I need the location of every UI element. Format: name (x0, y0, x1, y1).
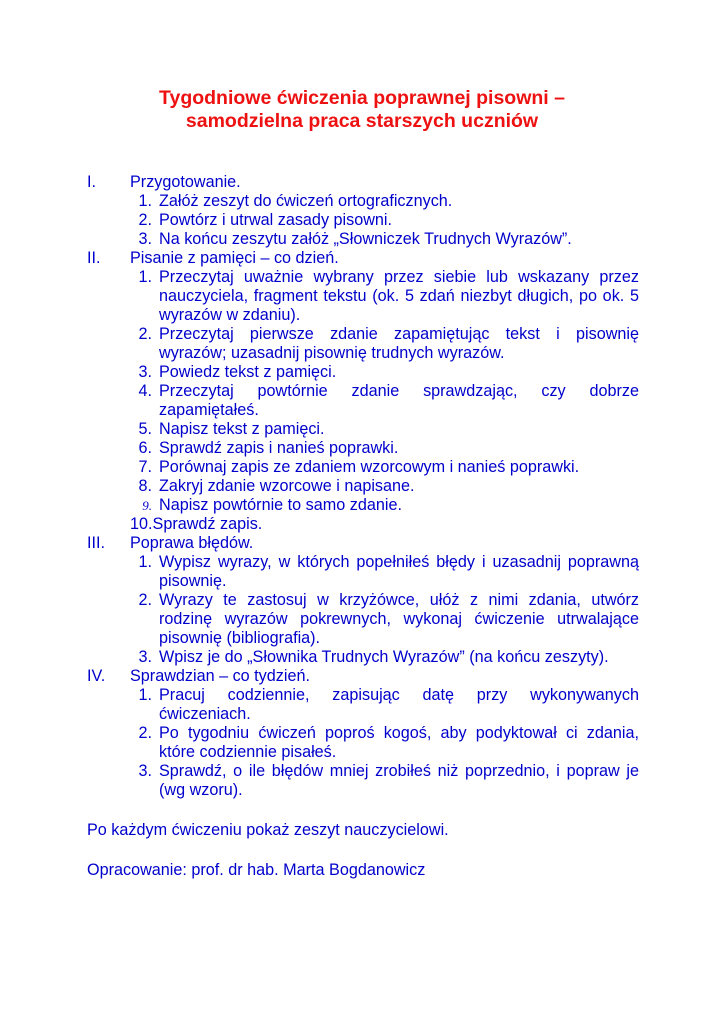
list-item (130, 648, 639, 667)
item-text: Powiedz tekst z pamięci. (159, 363, 337, 381)
list-item (130, 686, 639, 724)
section-3 (87, 534, 639, 667)
list-item (130, 268, 639, 325)
item-number: 3. (138, 363, 152, 381)
section-items (130, 268, 639, 534)
list-item (130, 420, 639, 439)
section-body (130, 173, 639, 249)
list-item (130, 325, 639, 363)
list-item (130, 724, 639, 762)
item-text: Wpisz je do „Słownika Trudnych Wyrazów” (na końcu zeszyty). (159, 648, 609, 666)
item-text: Powtórz i utrwal zasady pisowni. (159, 211, 393, 229)
list-item (130, 553, 639, 591)
item-text: Wyrazy te zastosuj w krzyżówce, ułóż z nimi zdania, utwórz rodzinę wyrazów pokrewnych, wykonaj ćwiczenie utrwalające pisownię (bibliografia). (159, 591, 639, 647)
author-credit: Opracowanie: prof. dr hab. Marta Bogdanowicz (87, 861, 426, 879)
item-text: Sprawdź zapis i nanieś poprawki. (159, 439, 399, 457)
item-number: 9. (142, 498, 152, 513)
item-number: 3. (138, 648, 152, 666)
teacher-note: Po każdym ćwiczeniu pokaż zeszyt nauczycielowi. (87, 821, 449, 839)
section-items (130, 686, 639, 800)
item-text: Przeczytaj uważnie wybrany przez siebie lub wskazany przez nauczyciela, fragment tekstu (ok. 5 zdań niezbyt długich, po ok. 5 wyrazów w zdaniu). (159, 268, 639, 324)
item-text: Załóż zeszyt do ćwiczeń ortograficznych. (159, 192, 453, 210)
item-text: Pracuj codziennie, zapisując datę przy wykonywanych ćwiczeniach. (159, 686, 639, 723)
list-item (130, 496, 639, 515)
section-heading: Przygotowanie. (130, 173, 241, 191)
item-number: 3. (138, 762, 152, 780)
item-number: 2. (138, 724, 152, 742)
section-numeral: IV. (87, 667, 106, 685)
title-line-2: samodzielna praca starszych uczniów (185, 110, 539, 132)
item-text: Wypisz wyrazy, w których popełniłeś błędy i uzasadnij poprawną pisownię. (159, 553, 639, 590)
item-text: Zakryj zdanie wzorcowe i napisane. (159, 477, 415, 495)
item-text: Sprawdź zapis. (152, 515, 263, 533)
item-text: Przeczytaj powtórnie zdanie sprawdzając, czy dobrze zapamiętałeś. (159, 382, 639, 419)
list-item (130, 762, 639, 800)
item-number: 1. (138, 268, 152, 286)
list-item (130, 515, 639, 534)
section-items (130, 192, 639, 249)
list-item (130, 363, 639, 382)
section-items (130, 553, 639, 667)
item-number: 8. (138, 477, 152, 495)
section-heading: Pisanie z pamięci – co dzień. (130, 249, 339, 267)
list-item (130, 458, 639, 477)
section-body (130, 249, 639, 534)
title-line-1: Tygodniowe ćwiczenia poprawnej pisowni – (159, 87, 565, 109)
item-number: 2. (138, 325, 152, 343)
item-text: Przeczytaj pierwsze zdanie zapamiętując tekst i pisownię wyrazów; uzasadnij pisownię trudnych wyrazów. (159, 325, 639, 362)
section-numeral: I. (87, 173, 96, 191)
item-text: Na końcu zeszytu załóż „Słowniczek Trudnych Wyrazów”. (159, 230, 572, 248)
item-number: 4. (138, 382, 152, 400)
section-body (130, 667, 639, 800)
section-numeral: II. (87, 249, 101, 267)
section-4 (87, 667, 639, 800)
item-number: 2. (138, 591, 152, 609)
item-text: Sprawdź, o ile błędów mniej zrobiłeś niż poprzednio, i popraw je (wg wzoru). (159, 762, 639, 799)
item-number: 1. (138, 686, 152, 704)
item-number: 5. (138, 420, 152, 438)
instructions-list (87, 173, 639, 800)
list-item (130, 192, 639, 211)
section-body (130, 534, 639, 667)
item-number: 1. (138, 553, 152, 571)
item-number: 10. (130, 515, 153, 533)
section-2 (87, 249, 639, 534)
section-numeral: III. (87, 534, 105, 552)
document-title (0, 87, 724, 133)
section-heading: Sprawdzian – co tydzień. (130, 667, 310, 685)
section-heading: Poprawa błędów. (130, 534, 254, 552)
item-text: Napisz tekst z pamięci. (159, 420, 325, 438)
item-text: Porównaj zapis ze zdaniem wzorcowym i nanieś poprawki. (159, 458, 580, 476)
item-text: Napisz powtórnie to samo zdanie. (159, 496, 402, 514)
list-item (130, 477, 639, 496)
item-number: 1. (138, 192, 152, 210)
list-item (130, 439, 639, 458)
list-item (130, 591, 639, 648)
item-number: 6. (138, 439, 152, 457)
section-1 (87, 173, 639, 249)
item-text: Po tygodniu ćwiczeń poproś kogoś, aby podyktował ci zdania, które codziennie pisałeś. (159, 724, 639, 761)
item-number: 7. (138, 458, 152, 476)
list-item (130, 211, 639, 230)
item-number: 2. (138, 211, 152, 229)
list-item (130, 230, 639, 249)
item-number: 3. (138, 230, 152, 248)
list-item (130, 382, 639, 420)
